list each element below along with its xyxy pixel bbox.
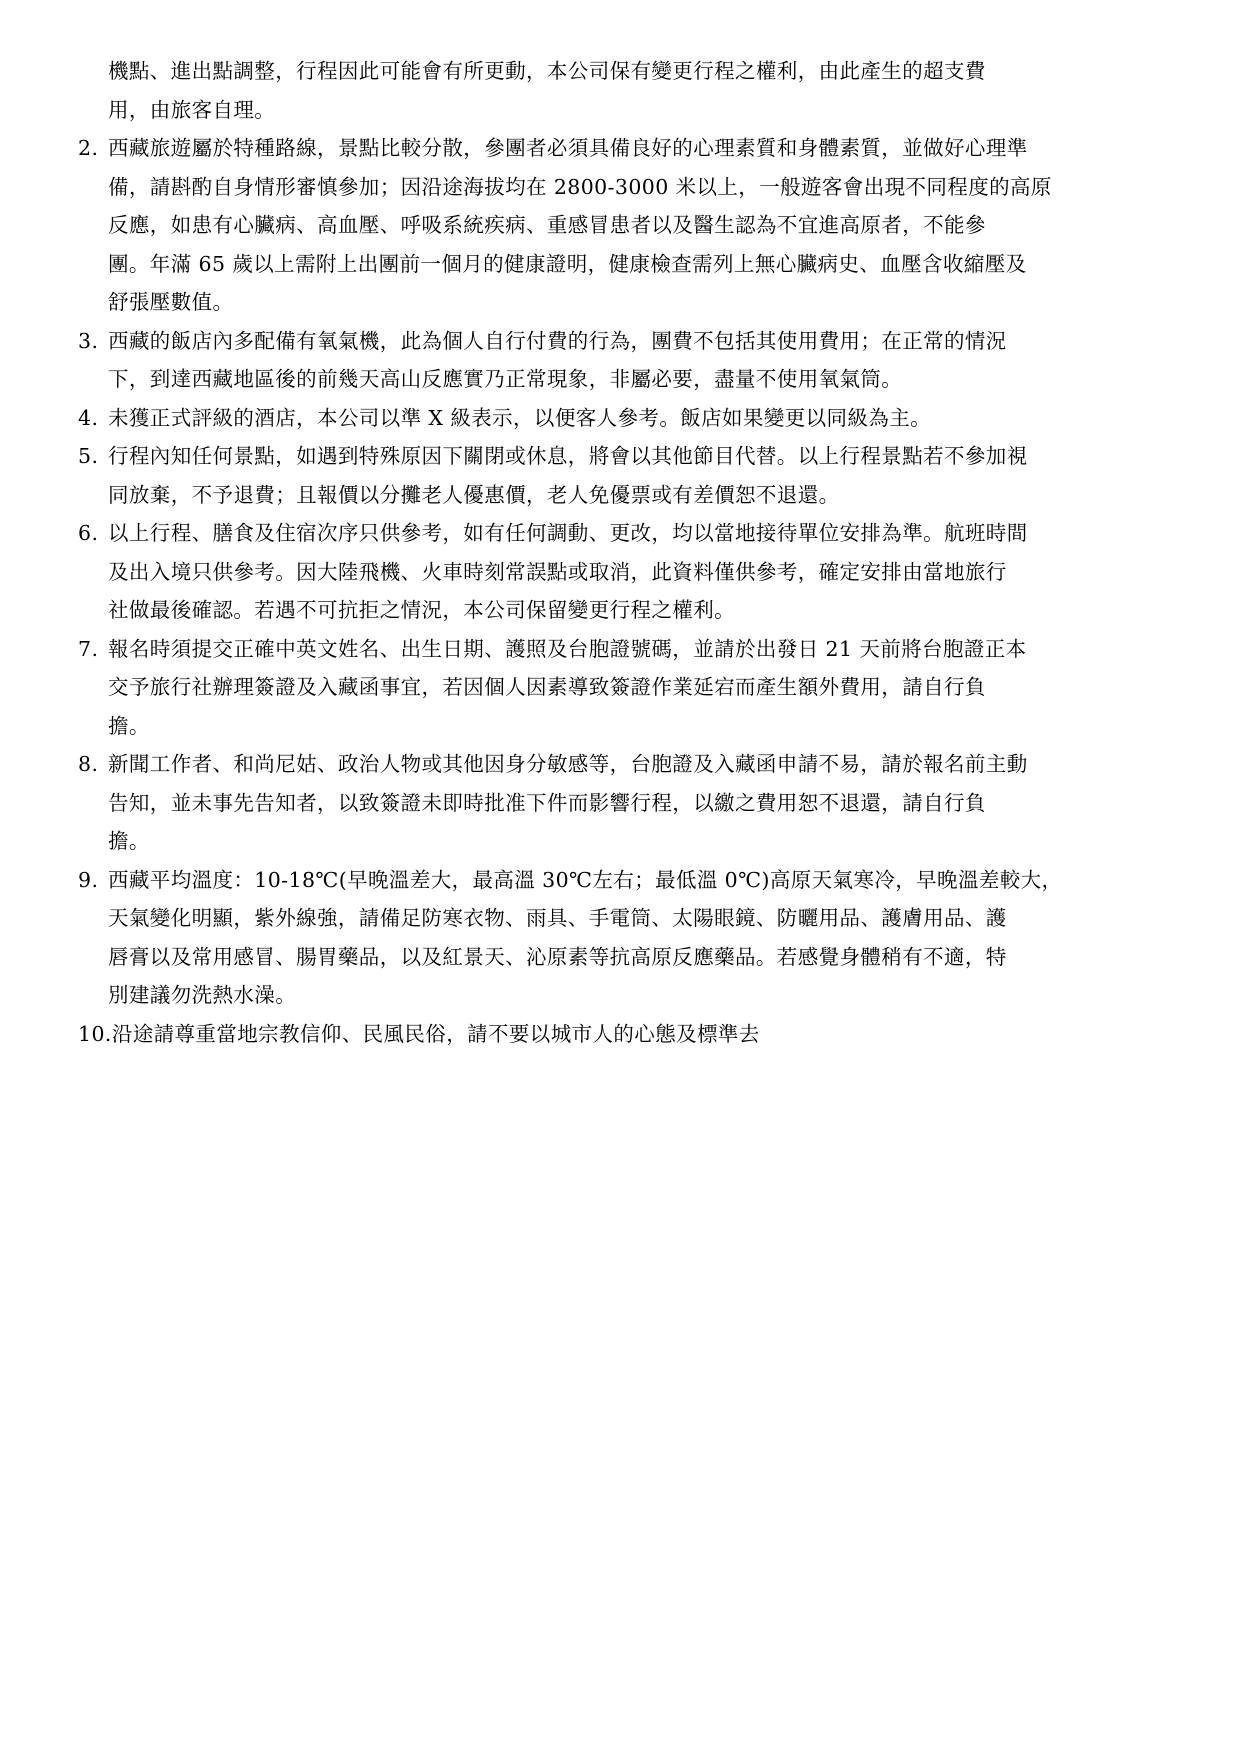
- paragraph-text: 用，由旅客自理。: [108, 97, 276, 122]
- list-item: [78, 861, 1078, 900]
- list-item: [78, 399, 1078, 438]
- list-item-text: 未獲正式評級的酒店，本公司以準 X 級表示，以便客人參考。飯店如果變更以同級為主。: [108, 405, 932, 430]
- list-item-text: 西藏旅遊屬於特種路線，景點比較分散，參團者必須具備良好的心理素質和身體素質，並做好心理準: [108, 136, 1028, 160]
- list-item-text: 舒張壓數值。: [108, 290, 234, 314]
- list-item-line: [78, 476, 1078, 515]
- list-item-line: [78, 283, 1078, 322]
- list-item-text: 行程內知任何景點，如遇到特殊原因下關閉或休息，將會以其他節目代替。以上行程景點若不參加視: [108, 444, 1028, 468]
- list-item-line: [78, 822, 1078, 861]
- list-item-text: 唇膏以及常用感冒、腸胃藥品，以及紅景天、沁原素等抗高原反應藥品。若感覺身體稍有不適，特: [108, 944, 1007, 969]
- list-item-marker: 2.: [78, 136, 99, 160]
- list-item-text: 反應，如患有心臟病、高血壓、呼吸系統疾病、重感冒患者以及醫生認為不宜進高原者，不能參: [108, 213, 986, 237]
- list-item-text: 社做最後確認。若遇不可抗拒之情況，本公司保留變更行程之權利。: [108, 598, 735, 622]
- list-item: [78, 437, 1078, 476]
- list-item-marker: 8.: [78, 752, 99, 776]
- list-item-marker: 6.: [78, 521, 99, 545]
- list-item-text: 報名時須提交正確中英文姓名、出生日期、護照及台胞證號碼，並請於出發日 21 天前將台胞證正本: [108, 636, 1027, 661]
- list-item-line: [78, 553, 1078, 592]
- paragraph-continuation-line-1: [78, 52, 1078, 91]
- list-item: [78, 322, 1078, 361]
- paragraph-continuation-line-2: [78, 91, 1078, 130]
- list-item-text: 擔。: [108, 713, 150, 738]
- list-item-text: 及出入境只供參考。因大陸飛機、火車時刻常誤點或取消，此資料僅供參考，確定安排由當地旅行: [108, 559, 1007, 584]
- list-item-text: 同放棄，不予退費；且報價以分攤老人優惠價，老人免優票或有差價恕不退還。: [108, 482, 840, 507]
- list-item-marker: 10.: [78, 1021, 112, 1046]
- list-item-text: 天氣變化明顯，紫外線強，請備足防寒衣物、雨具、手電筒、太陽眼鏡、防曬用品、護膚用品、護: [108, 906, 1007, 930]
- list-item-line: [78, 784, 1078, 823]
- list-item-line: [78, 360, 1078, 399]
- list-item: [78, 745, 1078, 784]
- list-item-text: 擔。: [108, 829, 150, 853]
- list-item-line: [78, 668, 1078, 707]
- list-item-line: [78, 206, 1078, 245]
- list-item: [78, 630, 1078, 669]
- list-item-line: [78, 591, 1078, 630]
- list-item-text: 西藏平均溫度：10-18℃(早晚溫差大，最高溫 30℃左右；最低溫 0℃)高原天氣寒冷，早晚溫差較大，: [108, 867, 1063, 892]
- list-item-marker: 3.: [78, 328, 99, 353]
- list-item-text: 告知，並未事先告知者，以致簽證未即時批准下件而影響行程，以繳之費用恕不退還，請自行負: [108, 790, 986, 815]
- list-item-marker: 7.: [78, 636, 99, 661]
- list-item-line: [78, 168, 1078, 207]
- list-item-line: [78, 899, 1078, 938]
- list-item-text: 交予旅行社辦理簽證及入藏函事宜，若因個人因素導致簽證作業延宕而產生額外費用，請自行負: [108, 675, 986, 699]
- list-item-text: 沿途請尊重當地宗教信仰、民風民俗，請不要以城市人的心態及標準去: [111, 1021, 760, 1046]
- list-item-text: 新聞工作者、和尚尼姑、政治人物或其他因身分敏感等，台胞證及入藏函申請不易，請於報名前主動: [108, 752, 1028, 776]
- list-item-marker: 9.: [78, 867, 99, 892]
- paragraph-text: 機點、進出點調整，行程因此可能會有所更動，本公司保有變更行程之權利，由此產生的超支費: [108, 59, 986, 83]
- list-item-text: 備，請斟酌自身情形審慎參加；因沿途海拔均在 2800-3000 米以上，一般遊客會出現不同程度的高原: [108, 174, 1052, 199]
- list-item-line: [78, 938, 1078, 977]
- list-item-line: [78, 245, 1078, 284]
- list-item-text: 以上行程、膳食及住宿次序只供參考，如有任何調動、更改，均以當地接待單位安排為準。航班時間: [108, 521, 1028, 545]
- list-item-text: 下，到達西藏地區後的前幾天高山反應實乃正常現象，非屬必要，盡量不使用氧氣筒。: [108, 367, 903, 391]
- list-item-text: 別建議勿洗熱水澡。: [108, 983, 297, 1007]
- list-item-line: [78, 707, 1078, 746]
- list-item-text: 西藏的飯店內多配備有氧氣機，此為個人自行付費的行為，團費不包括其使用費用；在正常的情況: [108, 328, 1007, 353]
- list-item: [78, 514, 1078, 553]
- list-item: [78, 1015, 1078, 1054]
- list-item-marker: 5.: [78, 444, 99, 468]
- document-body: [78, 52, 1078, 1053]
- list-item: [78, 129, 1078, 168]
- list-item-marker: 4.: [78, 405, 99, 430]
- list-item-text: 團。年滿 65 歲以上需附上出團前一個月的健康證明，健康檢查需列上無心臟病史、血壓含收縮壓及: [108, 251, 1027, 276]
- list-item-line: [78, 976, 1078, 1015]
